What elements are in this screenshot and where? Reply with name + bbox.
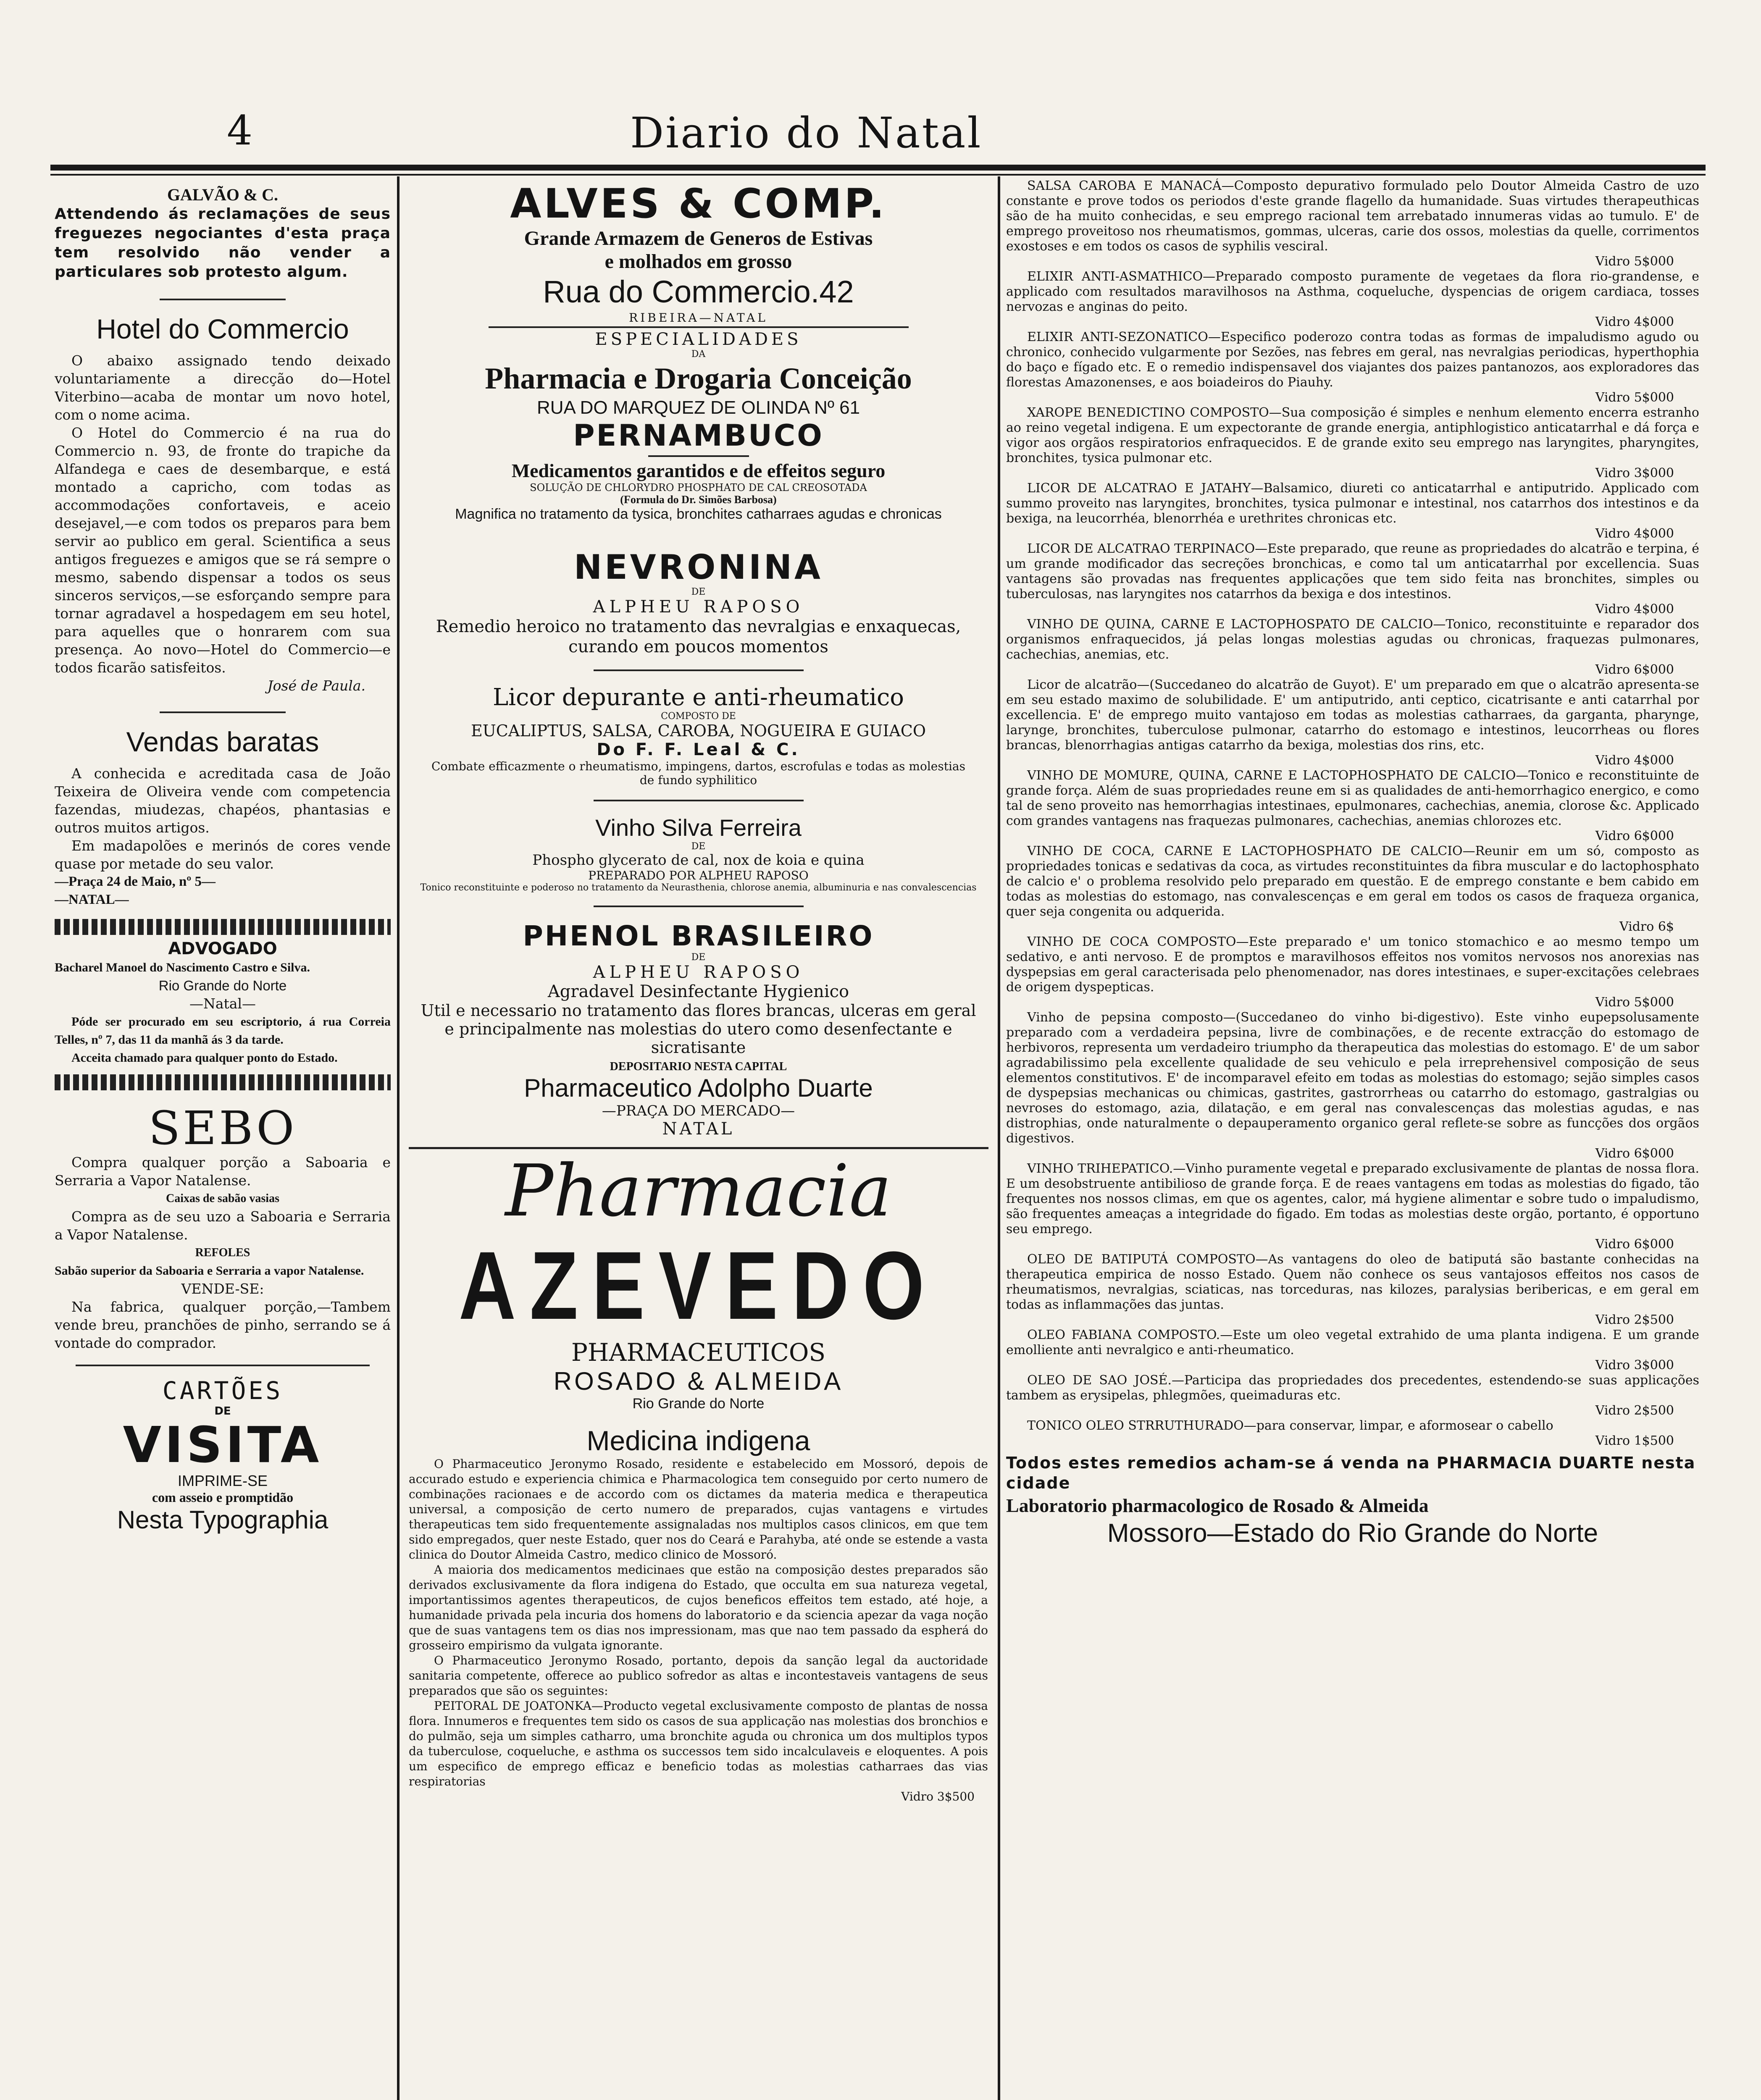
- phenol-city: NATAL: [662, 1119, 735, 1139]
- medicina-p2: A maioria dos medicamentos medicinaes que estão na composição destes preparados são derivados exclusivamente da flora indigena do Estado, que occulta em sua natureza vegetal, importantissimos agentes therapeuticos, de cujos beneficos effeitos tem estado, até hoje, a humanidade privada pela incuria dos homens do laboratorio e da sciencia apezar da vaga noção que de suas vantagens tem os dias nos impressionam, mas que nao tem passado da espherá do grosseiro empirismo da vulgata ignorante.: [409, 1563, 988, 1652]
- advogado-city: —Natal—: [189, 995, 256, 1012]
- sebo-p3: Sabão superior da Saboaria e Serraria a vapor Natalense.: [55, 1264, 364, 1278]
- licor-title: Licor depurante e anti-rheumatico: [492, 684, 904, 711]
- sebo-p2: Compra as de seu uzo a Saboaria e Serraria a Vapor Natalense.: [55, 1208, 391, 1243]
- cartoes-ad: [55, 1376, 391, 1534]
- sebo-p1: Compra qualquer porção a Saboaria e Serraria a Vapor Natalense.: [55, 1154, 391, 1189]
- nevronina-title: NEVRONINA: [574, 548, 823, 587]
- remedy-text: VINHO DE COCA, CARNE E LACTOPHOSPHATO DE CALCIO—Reunir em um só, composto as propriedades tonicas e sedativas da coca, as virtudes reconstituintes da fibra muscular e do lactophosphato de calcio e' o problema resolvido pelo preparado em questão. E de emprego constante e bem cabido em todas as molestias do estomago, nas convalescenças e em geral em todos os casos de fraqueza organica, quer seja congenita ou adquerida.: [1006, 844, 1699, 919]
- remedy-entry: [1006, 617, 1699, 677]
- alves-especialidades: ESPECIALIDADES: [595, 330, 802, 349]
- page-number: 4: [227, 107, 253, 154]
- remedy-price: Vidro 6$000: [1595, 1146, 1674, 1161]
- remedy-entry: [1006, 1328, 1699, 1373]
- remedy-entry: [1006, 405, 1699, 481]
- remedy-price: Vidro 2$500: [1595, 1403, 1674, 1418]
- licor-ingredients: EUCALIPTUS, SALSA, CAROBA, NOGUEIRA E GUIACO: [471, 722, 926, 740]
- remedy-text: OLEO DE SAO JOSÉ.—Participa das propriedades dos precedentes, estendendo-se suas applicações tambem as erysipelas, phlegmões, queimaduras etc.: [1006, 1373, 1699, 1403]
- advogado-state: Rio Grande do Norte: [158, 978, 287, 993]
- vendas-address: —Praça 24 de Maio, nº 5—: [55, 874, 216, 889]
- phenol-sub: Agradavel Desinfectante Hygienico: [547, 982, 849, 1001]
- column-rule-1: [397, 176, 400, 2100]
- vinho-line2: PREPARADO POR ALPHEU RAPOSO: [588, 869, 809, 882]
- remedy-entry: [1006, 481, 1699, 541]
- remedy-price: Vidro 6$000: [1595, 829, 1674, 843]
- remedy-entry: [1006, 1418, 1699, 1449]
- ornament-divider: [55, 919, 391, 935]
- remedy-price: Vidro 4$000: [1595, 753, 1674, 768]
- vinho-title: Vinho Silva Ferreira: [595, 814, 802, 841]
- alves-ad: [405, 181, 991, 522]
- column-3: [1006, 178, 1699, 2100]
- remedy-text: VINHO DE QUINA, CARNE E LACTOPHOSPATO DE CALCIO—Tonico, reconstituinte e reparador dos organismos enfraquecidos, já pelas longas molestias agudas ou chronicas, fraquezas pulmonares, cachechias, anemias, etc.: [1006, 617, 1699, 662]
- remedy-entry: [1006, 1252, 1699, 1328]
- remedy-text: LICOR DE ALCATRAO E JATAHY—Balsamico, diureti co anticatarrhal e antiputrido. Applicado com summo proveito nas laryngites, bronchites, tysica pulmonar e intestinal, nos catarrhos dos intestinos e da bexiga, na leucorrhéa, blenorrhéa e urethrites chronicas etc.: [1006, 481, 1699, 526]
- sebo-sub2: REFOLES: [195, 1246, 250, 1259]
- galvao-ad: [55, 185, 391, 282]
- medicina-ad: [405, 1425, 991, 1804]
- alves-line1: Grande Armazem de Generos de Estivas: [524, 227, 873, 249]
- remedy-price: Vidro 3$000: [1595, 1358, 1674, 1373]
- alves-formula: (Formula do Dr. Simões Barbosa): [620, 494, 777, 506]
- remedy-entry: [1006, 330, 1699, 405]
- alves-street: Rua do Commercio.42: [543, 274, 854, 309]
- cartoes-imprime: IMPRIME-SE: [177, 1472, 268, 1489]
- remedy-text: VINHO TRIHEPATICO.—Vinho puramente vegetal e preparado exclusivamente de plantas de nossa flora. E um desobstruente antibilioso de grande força. E de reaes vantagens em todas as molestias do figado, tão frequentes nos nossos climas, em que os agentes, calor, má hygiene alimentar e sobre tudo o impaludismo, são frequentes ameaças a integridade do figado. Em todas as molestias deste orgão, portanto, é opportuno seu emprego.: [1006, 1161, 1699, 1236]
- sebo-ad: [55, 1103, 391, 1352]
- licor-text: Combate efficazmente o rheumatismo, impingens, dartos, escrofulas e todas as molestias de fundo syphilitico: [431, 759, 965, 787]
- remedy-entry: [1006, 1161, 1699, 1252]
- remedy-price: Vidro 5$000: [1595, 390, 1674, 405]
- masthead: Diario do Natal: [630, 108, 983, 158]
- galvao-text: Attendendo ás reclamações de seus freguezes negociantes d'esta praça tem resolvido não vender a particulares sob protesto algum.: [55, 205, 391, 281]
- remedy-price: Vidro 3$000: [1595, 466, 1674, 480]
- remedy-entry: [1006, 1373, 1699, 1418]
- remedy-price: Vidro 1$500: [1595, 1433, 1674, 1448]
- remedy-entry: [1006, 677, 1699, 768]
- col3-footer: [1006, 1453, 1699, 1549]
- alves-rua: RUA DO MARQUEZ DE OLINDA Nº 61: [536, 397, 860, 418]
- remedy-entry: [1006, 844, 1699, 934]
- remedy-text: VINHO DE COCA COMPOSTO—Este preparado e' um tonico stomachico e ao mesmo tempo um sedativo, e anti nervoso. E de promptos e maravilhosos effeitos nos vomitos nervosos nos anorexias nas dyspepsias em geral caracterisada pelo phenomenador, nas dores intestinaes, e super-excitações celebraes de origem dyspepticas.: [1006, 934, 1699, 995]
- medicina-price: Vidro 3$500: [901, 1790, 975, 1803]
- phenol-text: Util e necessario no tratamento das flores brancas, ulceras em geral e principalmente nas molestias do utero como desenfectante e sicratisante: [421, 1001, 976, 1057]
- remedy-text: SALSA CAROBA E MANACÁ—Composto depurativo formulado pelo Doutor Almeida Castro de uzo constante e prove todos os periodos d'este grande flagello da humanidade. Suas virtudes therapeuthicas são de ha muito conhecidas, e seu emprego racional tem arrebatado innumeras vidas ao tumulo. E' de emprego proveitoso nos rheumatismos, gommas, ulceras, carie dos ossos, molestias da quelle, corrimentos exostoses e em todos os casos de syphilis vesciral.: [1006, 178, 1699, 254]
- azevedo-name: AZEVEDO: [458, 1231, 938, 1339]
- advogado-text: Póde ser procurado em seu escriptorio, á rua Correia Telles, nº 7, das 11 da manhã ás 3 da tarde.: [55, 1015, 391, 1047]
- phenol-title: PHENOL BRASILEIRO: [523, 920, 874, 952]
- alves-da: DA: [691, 349, 706, 360]
- remedy-text: Licor de alcatrão—(Succedaneo do alcatrão de Guyot). E' um preparado em que o alcatrão apresenta-se em seu estado maximo de solubilidade. E' um antiputrido, anti ceptico, cicatrisante e anti catarrhal por excellencia. E' de emprego muito vantajoso em todas as molestias catharraes, da garganta, pharynge, larynge, bronchites, tuberculose pulmonar, catarrho do estomago e intestinos, leucorrheas ou flores brancas, blenorrhagias antigas catarrho da bexiga, molestias dos rins, etc.: [1006, 677, 1699, 753]
- remedy-price: Vidro 6$: [1619, 919, 1674, 934]
- medicina-title: Medicina indigena: [586, 1425, 810, 1456]
- remedy-text: OLEO FABIANA COMPOSTO.—Este um oleo vegetal extrahido de uma planta indigena. E um grande emolliente anti nevralgico e anti-rheumatico.: [1006, 1328, 1699, 1357]
- phenol-author: ALPHEU RAPOSO: [593, 963, 804, 982]
- medicina-p3: O Pharmaceutico Jeronymo Rosado, portanto, depois da sanção legal da auctoridade sanitaria competente, offerece ao publico sofredor as altas e incontestaveis vantagens de seus preparados que são os seguintes:: [409, 1654, 988, 1698]
- remedies-list: [1006, 178, 1699, 1449]
- alves-pharmacia: Pharmacia e Drogaria Conceição: [485, 362, 912, 395]
- vinho-de: DE: [691, 841, 706, 852]
- cartoes-asseio: com asseio e promptidão: [152, 1490, 294, 1505]
- alves-line2: e molhados em grosso: [605, 250, 792, 273]
- vinho-line3: Tonico reconstituinte e poderoso no tratamento da Neurasthenia, chlorose anemia, albuminuria e nas convalescencias: [420, 882, 977, 893]
- vendas-text: A conhecida e acreditada casa de João Teixeira de Oliveira vende com competencia fazendas, miudezas, chapéos, phantasias e outros muitos artigos.: [55, 765, 391, 836]
- remedy-text: XAROPE BENEDICTINO COMPOSTO—Sua composição é simples e nenhum elemento encerra estranho ao reino vegetal indigena. E um expectorante de grande energia, antiphlogistico anticatarrhal e dá força e vigor aos orgãos respiratorios enfraquecidos. E de grande exito seu emprego nas laryngites, pharyngites, bronchites, tysica pulmonar etc.: [1006, 405, 1699, 465]
- alves-title: ALVES & COMP.: [510, 181, 887, 227]
- cartoes-visita: VISITA: [123, 1416, 323, 1474]
- advogado-ad: [55, 939, 391, 1067]
- remedy-text: ELIXIR ANTI-ASMATHICO—Preparado composto puramente de vegetaes da flora rio-grandense, e applicado com resultados maravilhosos na Asthma, coqueluche, dyspencias de origem cardiaca, tosses nervozas e anginas do peito.: [1006, 269, 1699, 314]
- hotel-p1: O abaixo assignado tendo deixado voluntariamente a direcção do—Hotel Viterbino—acaba de montar um novo hotel, com o nome acima.: [55, 352, 391, 423]
- hotel-title: Hotel do Commercio: [96, 313, 349, 344]
- nevronina-de: DE: [691, 587, 706, 597]
- vendas-title: Vendas baratas: [126, 726, 319, 757]
- hotel-signature: José de Paula.: [267, 677, 365, 694]
- azevedo-ad: [405, 1149, 991, 1338]
- remedy-text: TONICO OLEO STRRUTHURADO—para conservar, limpar, e aformosear o cabello: [1027, 1418, 1553, 1433]
- alves-pernambuco: PERNAMBUCO: [573, 418, 824, 453]
- phenol-place: —PRAÇA DO MERCADO—: [602, 1102, 795, 1119]
- galvao-title: GALVÃO & C.: [167, 185, 279, 204]
- alves-medicamentos: Medicamentos garantidos e de effeitos seguro: [511, 460, 886, 481]
- phenol-ad: [405, 920, 991, 1139]
- advogado-title: ADVOGADO: [168, 939, 277, 958]
- remedy-text: LICOR DE ALCATRAO TERPINACO—Este preparado, que reune as propriedades do alcatrão e terpina, é um grande modificador das secreções bronchicas, e como tal um anticatarrhal por excellencia. Suas vantagens são provadas nas frequentes applicações que tem sido feita nas bronchites, simples ou tuberculosas, nas laryngites nos catarrhos da bexiga e dos intestinos.: [1006, 541, 1699, 601]
- cartoes-title: CARTÕES: [162, 1376, 283, 1405]
- remedy-entry: [1006, 269, 1699, 330]
- medicina-p4: PEITORAL DE JOATONKA—Producto vegetal exclusivamente composto de plantas de nossa flora. Innumeros e frequentes tem sido os casos de sua applicação nas molestias dos bronchios e do pulmão, seja um simples catharro, uma bronchite aguda ou chronica um dos multiplos typos da tuberculose, coqueluche, e asthma os successos tem sido incalculaveis e eloquentes. A pois um especifico de emprego efficaz e beneficio todas as molestias catharraes das vias respiratorias: [409, 1699, 988, 1788]
- footer-line2: Laboratorio pharmacologico de Rosado & Almeida: [1006, 1495, 1429, 1516]
- phenol-deposit: DEPOSITARIO NESTA CAPITAL: [610, 1060, 787, 1073]
- ornament-divider-2: [55, 1074, 391, 1090]
- pharmaceuticos-state: Rio Grande do Norte: [632, 1396, 765, 1412]
- header-rule: [50, 165, 1706, 171]
- vendas-city: —NATAL—: [55, 892, 129, 907]
- pharmaceuticos-ad: [405, 1338, 991, 1412]
- sebo-sub1: Caixas de sabão vasias: [166, 1192, 279, 1205]
- pharmaceuticos-title: PHARMACEUTICOS: [571, 1338, 826, 1367]
- nevronina-text: Remedio heroico no tratamento das nevralgias e enxaquecas, curando em poucos momentos: [436, 617, 961, 656]
- sebo-p4: Na fabrica, qualquer porção,—Tambem vende breu, pranchões de pinho, serrando se á vontade do comprador.: [55, 1299, 391, 1351]
- vendas-ad: [55, 726, 391, 909]
- phenol-name: Pharmaceutico Adolpho Duarte: [524, 1074, 873, 1102]
- remedy-price: Vidro 5$000: [1595, 254, 1674, 269]
- licor-composto: COMPOSTO DE: [661, 711, 736, 722]
- column-2: [405, 181, 991, 2100]
- remedy-text: VINHO DE MOMURE, QUINA, CARNE E LACTOPHOSPHATO DE CALCIO—Tonico e reconstituinte de grande força. Além de suas propriedades reune em si as qualidades de anti-hemorrhagico energico, e como tal de seno proveito nas hemorrhagias intestinaes, epulmonares, cachechias, anemia, clorose &c. Applicado com grandes vantagens nas fraquezas pulmonares, cachechias, anemias chlorozes etc.: [1006, 768, 1699, 828]
- remedy-entry: [1006, 768, 1699, 844]
- cartoes-nesta: Nesta Typographia: [117, 1506, 329, 1534]
- remedy-text: ELIXIR ANTI-SEZONATICO—Especifico poderozo contra todas as formas de impaludismo agudo ou chronico, conhecido vulgarmente por Sezões, nas febres em geral, nas nevralgias periodicas, hyperthophia do baço e fígado etc. E o remedio indispensavel dos viajantes dos paizes pantanozos, aos exploradores das florestas Amazonenses, e aos boiadeiros do Piauhy.: [1006, 330, 1699, 390]
- medicina-p1: O Pharmaceutico Jeronymo Rosado, residente e estabelecido em Mossoró, depois de accurado estudo e experiencia chimica e Pharmacologica tem conseguido por certo numero de combinações racionaes e de accordo com os dictames da materia medica e therapeutica universal, a composição de certo numero de preparados, cujas vantagens e virtudes therapeuticas tem sido frequentemente assignaladas nos multiplos casos clinicos, em que tem sido empregados, quer neste Estado, quer nos do Ceará e Parahyba, até onde se estende a vasta clinica do Doutor Almeida Castro, medico clinico de Mossoró.: [409, 1457, 988, 1562]
- advogado-text2: Acceita chamado para qualquer ponto do Estado.: [71, 1051, 338, 1065]
- alves-magnifica: Magnifica no tratamento da tysica, bronchites catharraes agudas e chronicas: [455, 506, 942, 522]
- remedy-text: Vinho de pepsina composto—(Succedaneo do vinho bi-digestivo). Este vinho eupepsolusamente preparado com a verdadeira pepsina, livre de combinações, e de recente extracção do estomago de herbivoros, representa um verdadeiro triumpho da therapeutica das molestias do estomago. E' de um sabor agradabilissimo pela excellente qualidade de seu vehiculo e pela irreprehensivel composição de seus elementos constitutivos. E' de incomparavel efeito em todas as molestias do estomago; sejão simples casos de dyspepsias mechanicas ou chimicas, gastrites, gastrorrheas ou catarrho do estomago, gastralgias ou nevroses do estomago, azia, dilatação, e em geral nas convalescenças das molestias agudas, e nas distrophias, onde naturalmente o depauperamento organico geral reflete-se sobre as funcções dos orgãos digestivos.: [1006, 1010, 1699, 1146]
- hotel-p2: O Hotel do Commercio é na rua do Commercio n. 93, de fronte do trapiche da Alfandega e caes de desembarque, e está montado a capricho, com todas as accommodações confortaveis, e aceio desejavel,—e com todos os preparos para bem servir ao publico em geral. Scientifica a seus antigos freguezes e amigos que se rá sempre o mesmo, sabendo dispensar a todos os seus sinceros serviços,—se esforçando sempre para tornar agradavel a hospedagem em seu hotel, para aquelles que o honrarem com sua presença. Ao novo—Hotel do Commercio—e todos ficarão satisfeitos.: [55, 425, 391, 676]
- nevronina-ad: [405, 548, 991, 657]
- remedy-entry: [1006, 178, 1699, 269]
- pharmaceuticos-names: ROSADO & ALMEIDA: [553, 1367, 844, 1395]
- remedy-entry: [1006, 934, 1699, 1010]
- cartoes-de: DE: [214, 1405, 231, 1418]
- footer-line3: Mossoro—Estado do Rio Grande do Norte: [1107, 1519, 1598, 1548]
- sebo-title: SEBO: [148, 1101, 297, 1155]
- remedy-price: Vidro 5$000: [1595, 995, 1674, 1010]
- sebo-sub3: VENDE-SE:: [181, 1281, 264, 1297]
- vinho-ad: [405, 814, 991, 893]
- remedy-entry: [1006, 1010, 1699, 1161]
- remedy-price: Vidro 4$000: [1595, 526, 1674, 541]
- remedy-entry: [1006, 541, 1699, 617]
- advogado-name: Bacharel Manoel do Nascimento Castro e Silva.: [55, 961, 310, 974]
- licor-ad: [405, 684, 991, 787]
- licor-do: Do F. F. Leal & C.: [597, 740, 800, 759]
- phenol-de: DE: [691, 952, 706, 963]
- hotel-ad: [55, 313, 391, 695]
- alves-solucao: SOLUÇÃO DE CHLORYDRO PHOSPHATO DE CAL CREOSOTADA: [530, 482, 867, 494]
- remedy-price: Vidro 6$000: [1595, 662, 1674, 677]
- header-rule-thin: [50, 174, 1706, 176]
- remedy-price: Vidro 6$000: [1595, 1237, 1674, 1252]
- vendas-text2: Em madapolões e merinós de cores vende quase por metade do seu valor.: [55, 837, 391, 872]
- footer-line1: Todos estes remedios acham-se á venda na PHARMACIA DUARTE nesta cidade: [1006, 1454, 1696, 1492]
- remedy-text: OLEO DE BATIPUTÁ COMPOSTO—As vantagens do oleo de batiputá são bastante conhecidas na therapeutica empirica de nosso Estado. Quem não conhece os seus vantajosos effeitos nos casos de rheumatismos, nevralgias, sciaticas, nas torceduras, nas kilozes, paralysias beribericas, e em geral em todas as inflammações das juntas.: [1006, 1252, 1699, 1312]
- alves-ribeira: RIBEIRA—NATAL: [629, 311, 768, 325]
- remedy-price: Vidro 2$500: [1595, 1312, 1674, 1327]
- remedy-price: Vidro 4$000: [1595, 315, 1674, 329]
- azevedo-script: Pharmacia: [505, 1150, 892, 1233]
- nevronina-author: ALPHEU RAPOSO: [593, 597, 804, 617]
- column-1: [55, 185, 391, 2100]
- vinho-line1: Phospho glycerato de cal, nox de koia e quina: [532, 852, 865, 869]
- column-rule-2: [998, 176, 1000, 2100]
- remedy-price: Vidro 4$000: [1595, 602, 1674, 617]
